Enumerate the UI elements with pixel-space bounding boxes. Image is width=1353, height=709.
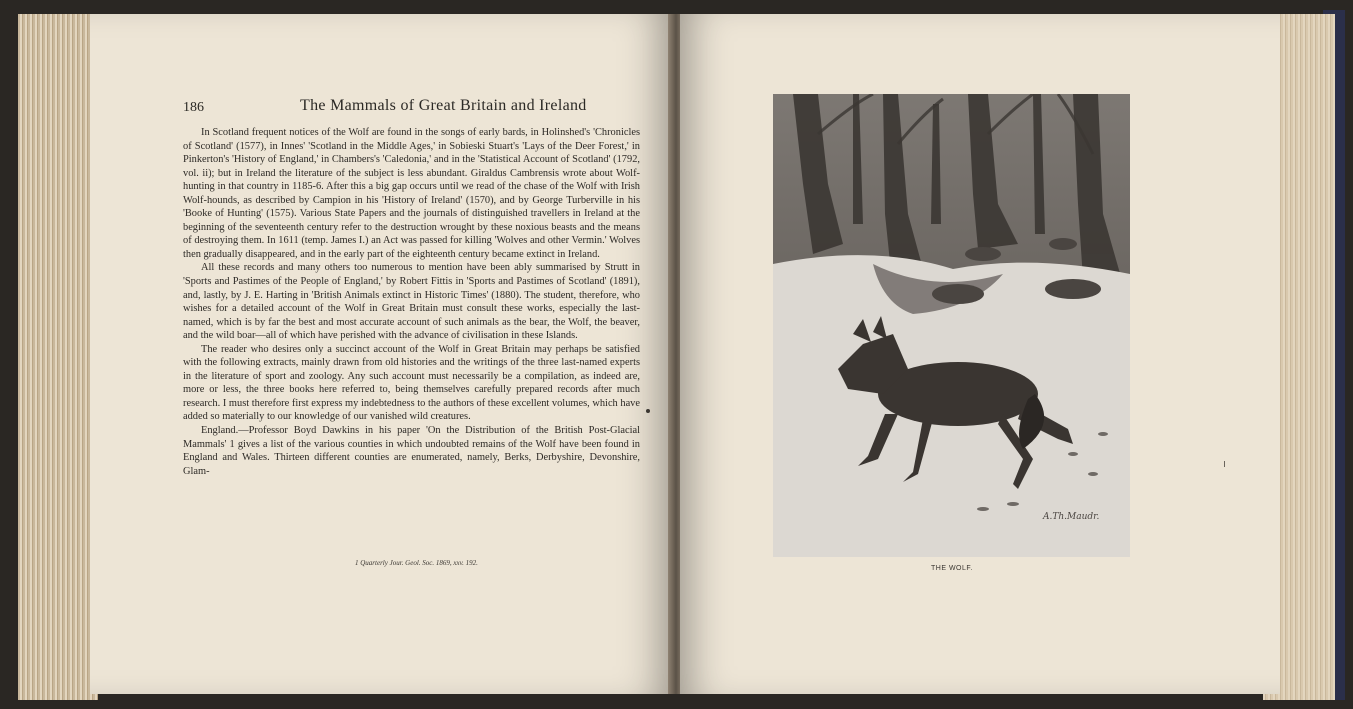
page-number: 186 xyxy=(183,100,204,115)
paragraph: England.—Professor Boyd Dawkins in his paper 'On the Distribution of the British Post-Glacial Mammals' 1 gives a list of the various counties in which undoubted remains of the Wolf have been found in England and Wales. Thirteen different counties are enumerated, namely, Berks, Derbyshire, Devonshire, Glam- xyxy=(183,425,640,477)
footnote: 1 Quarterly Jour. Geol. Soc. 1869, xxv. 192. xyxy=(355,559,478,567)
running-head: The Mammals of Great Britain and Ireland xyxy=(300,97,587,114)
plate-caption: THE WOLF. xyxy=(931,565,973,572)
margin-mark xyxy=(646,409,650,413)
book-page-edges-left xyxy=(18,14,98,700)
margin-tick xyxy=(1224,461,1225,467)
paragraph: The reader who desires only a succinct account of the Wolf in Great Britain may perhaps be satisfied with the following extracts, mainly drawn from old histories and the writings of the three last-named experts in the literature of sport and zoology. Any such account must necessarily be a compilation, as indeed are, more or less, the three books here referred to, being themselves carefully prepared records after much research. I must therefore first express my indebtedness to the authors of these excellent volumes, which have added so materially to our knowledge of our vanished wild creatures. xyxy=(183,343,640,423)
paragraph: All these records and many others too numerous to mention have been ably summarised by Strutt in 'Sports and Pastimes of the People of England,' by Robert Fittis in 'Sports and Pastimes of Scotland' (1891), and, lastly, by J. E. Harting in 'British Animals extinct in Historic Times' (1880). The student, therefore, who wishes for a detailed account of the Wolf in Great Britain must consult these works, especially the last-named, which is by far the best and most accurate account of such animals as the bear, the Wolf, the beaver, and the wild boar—all of which have perished with the advance of civilisation in these Islands. xyxy=(183,262,640,342)
artist-signature: A.Th.Maudr. xyxy=(1043,512,1100,522)
body-text xyxy=(183,126,640,478)
paragraph: In Scotland frequent notices of the Wolf are found in the songs of early bards, in Holinshed's 'Chronicles of Scotland' (1577), in Innes' 'Scotland in the Middle Ages,' in Sobieski Stuart's 'Lays of the Deer Forest,' in Pinkerton's 'History of England,' in Chambers's 'Caledonia,' and in the 'Statistical Account of Scotland' (1792, vol. ii); but in Ireland the literature of the subject is less abundant. Giraldus Cambrensis wrote about Wolf-hunting in that country in 1185-6. After this a big gap occurs until we read of the chase of the Wolf with Irish Wolf-hounds, as described by Campion in his 'History of Ireland' (1570), and by George Turberville in his 'Booke of Hunting' (1575). Various State Papers and the journals of distinguished travellers in Ireland at the beginning of the seventeenth century refer to the destruction wrought by these noxious beasts and the means of destroying them. In 1611 (temp. James I.) an Act was passed for killing 'Wolves and other Vermin.' Wolves then gradually disappeared, and in the early part of the eighteenth century became extinct in Ireland. xyxy=(183,127,640,260)
wolf-illustration xyxy=(773,94,1130,557)
